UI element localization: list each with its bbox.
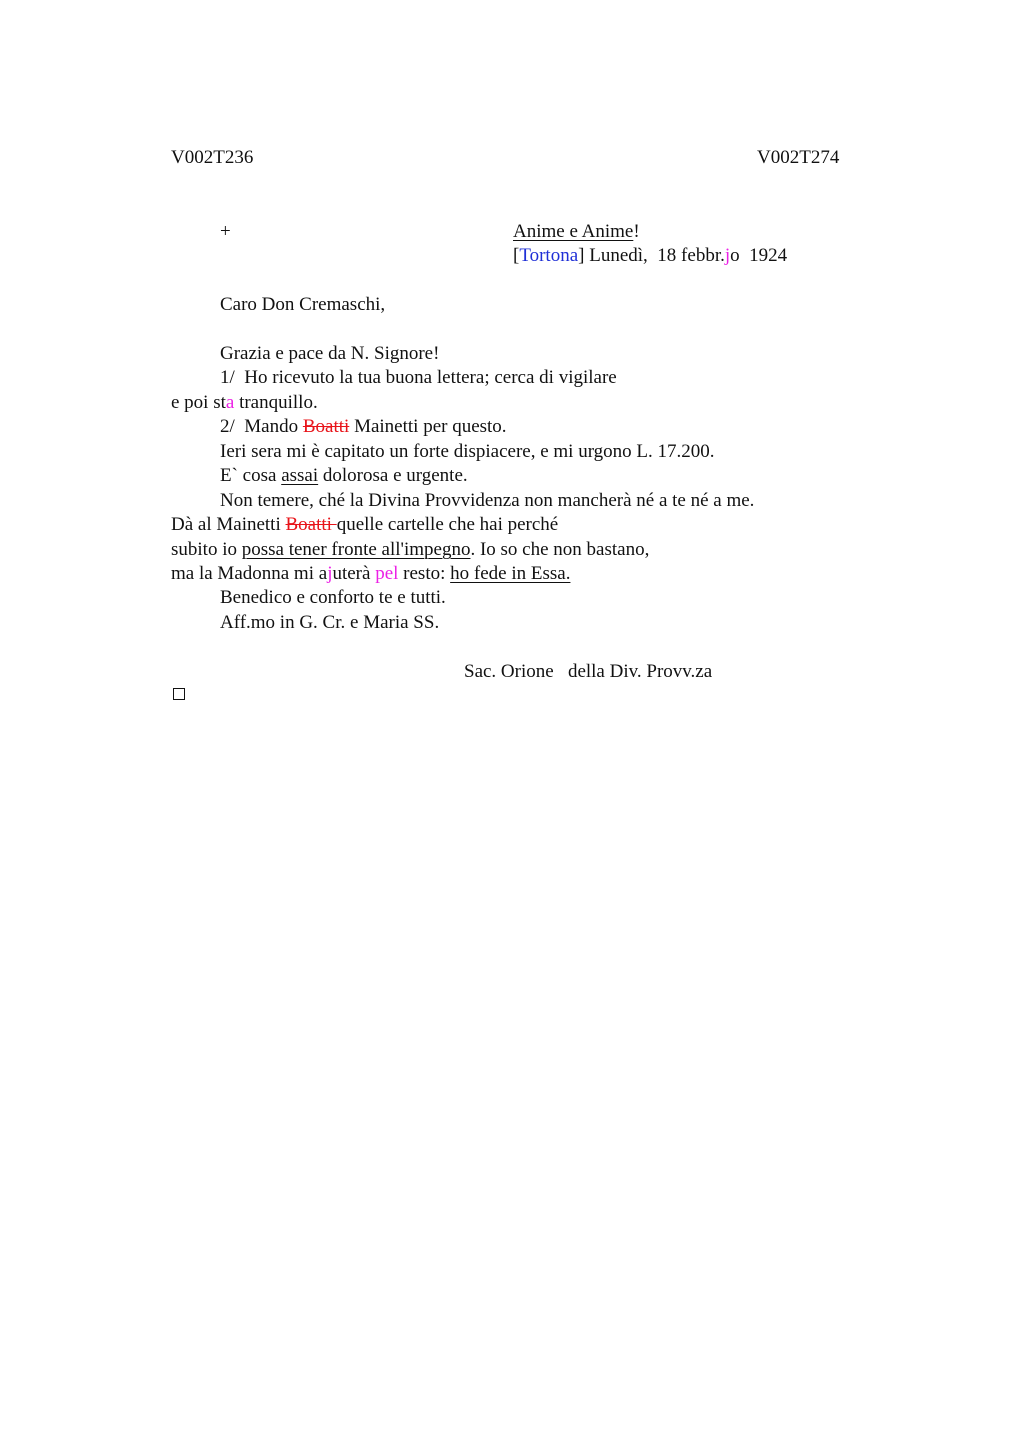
date-part-a: Lunedì, 18 febbr. [584, 245, 725, 266]
paragraph-7 [171, 539, 649, 561]
cross-mark: + [220, 221, 231, 242]
paragraph-3: Ieri sera mi è capitato un forte dispiacere, e mi urgono L. 17.200. [220, 441, 715, 462]
p8-b: uterà [332, 563, 376, 584]
paragraph-1: 1/ Ho ricevuto la tua buona lettera; cerca di vigilare [220, 367, 617, 388]
paragraph-4 [220, 465, 468, 487]
salutation: Caro Don Cremaschi, [220, 294, 386, 315]
p8-a: ma la Madonna mi a [171, 563, 328, 584]
paragraph-5: Non temere, ché la Divina Provvidenza non mancherà né a te né a me. [220, 490, 755, 511]
p8-c: resto: [398, 563, 451, 584]
struck-word: Boatti [285, 514, 337, 535]
date-added-letter: j [724, 245, 731, 266]
greeting: Grazia e pace da N. Signore! [220, 343, 440, 364]
signature: Sac. Orione della Div. Provv.za [464, 661, 713, 682]
underlined-word: assai [281, 465, 319, 486]
end-box-icon [173, 688, 185, 700]
archive-code-left: V002T236 [171, 147, 254, 168]
archive-code-right: V002T274 [757, 147, 840, 168]
p2-pre: 2/ Mando [220, 416, 303, 437]
dateline [513, 245, 787, 267]
paragraph-8 [171, 563, 570, 585]
bracket-open: [ [513, 245, 520, 266]
p1b-pre: e poi st [171, 392, 226, 413]
p7-post: . Io so che non bastano, [470, 539, 650, 560]
closing: Aff.mo in G. Cr. e Maria SS. [220, 612, 440, 633]
underlined-phrase: ho fede in Essa. [450, 563, 571, 584]
paragraph-2 [220, 416, 507, 438]
p2-post: Mainetti per questo. [349, 416, 507, 437]
heading-title: Anime e Anime [513, 221, 634, 242]
date-part-b: o 1924 [730, 245, 788, 266]
bracket-close: ] [578, 245, 585, 266]
p4-post: dolorosa e urgente. [318, 465, 468, 486]
paragraph-1-continued [171, 392, 318, 414]
letter-heading [513, 221, 640, 243]
p6-pre: Dà al Mainetti [171, 514, 286, 535]
place-name: Tortona [519, 245, 579, 266]
struck-word: Boatti [302, 416, 350, 437]
heading-exclaim: ! [633, 221, 640, 242]
added-letter: j [327, 563, 333, 584]
paragraph-9: Benedico e conforto te e tutti. [220, 587, 446, 608]
paragraph-6 [171, 514, 558, 536]
p4-pre: E` cosa [220, 465, 282, 486]
underlined-phrase: possa tener fronte all'impegno [241, 539, 471, 560]
added-letter: a [225, 392, 235, 413]
p7-pre: subito io [171, 539, 242, 560]
p6-post: quelle cartelle che hai perché [336, 514, 559, 535]
p1b-post: tranquillo. [234, 392, 318, 413]
added-word: pel [375, 563, 399, 584]
